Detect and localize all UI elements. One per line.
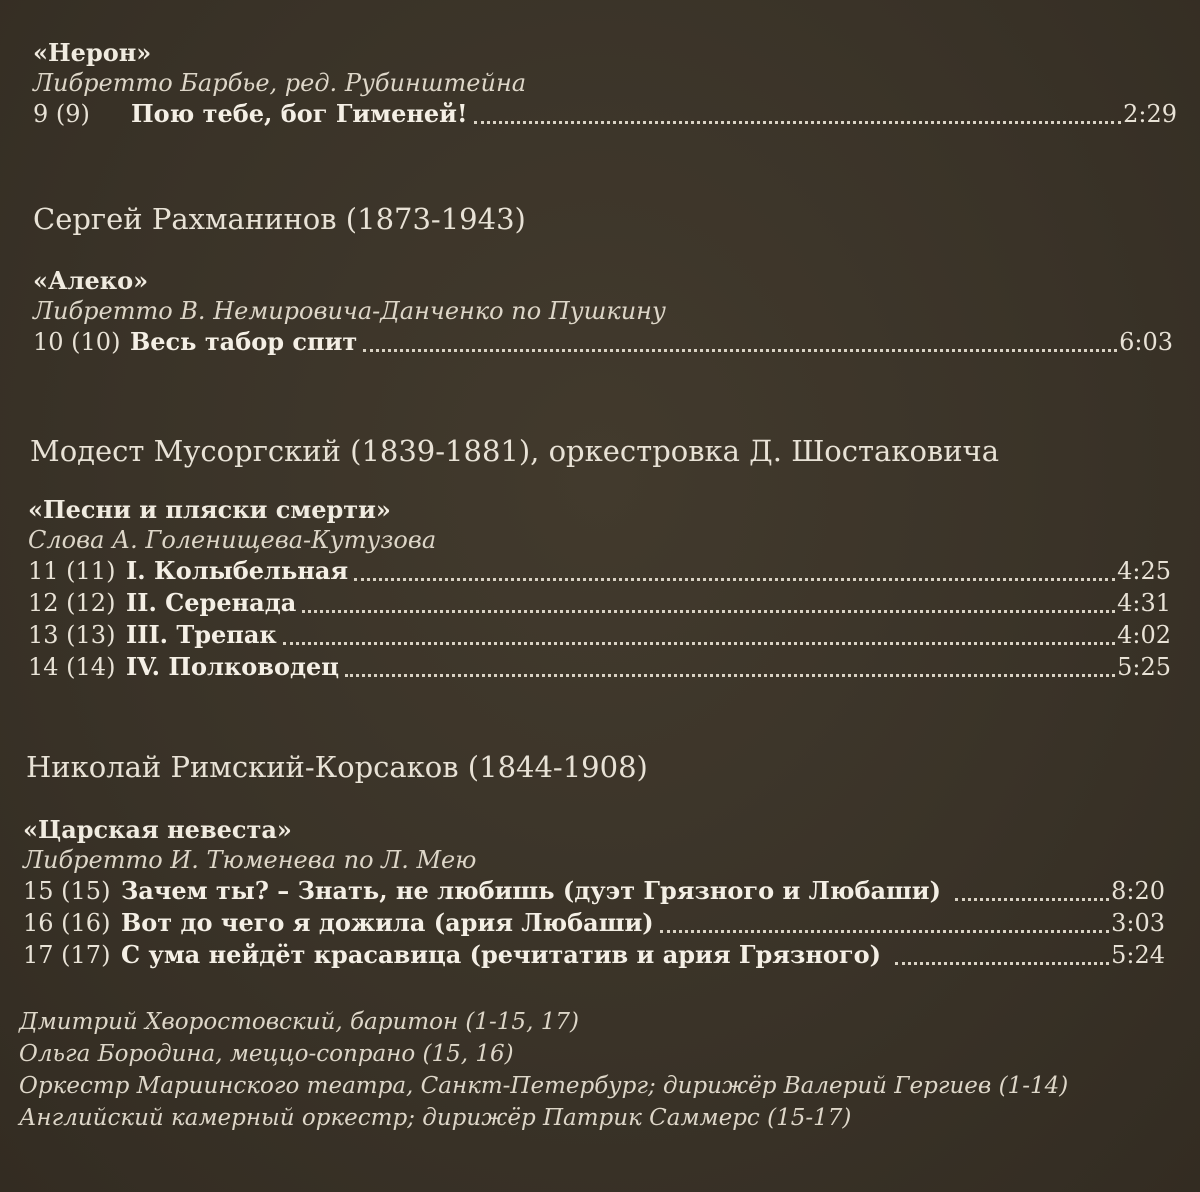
track-title: С ума нейдёт красавица (речитатив и ария Грязного) — [121, 940, 881, 969]
track-number: 17 (17) — [23, 941, 111, 969]
dot-leader — [345, 670, 1115, 677]
track-duration: 2:29 — [1123, 100, 1177, 128]
section-tsars-bride — [23, 815, 1183, 971]
dot-leader — [283, 638, 1115, 645]
track-number: 9 (9) — [33, 100, 90, 128]
dot-leader — [895, 958, 1109, 965]
dot-leader — [363, 345, 1117, 352]
track-row — [23, 875, 1165, 907]
dot-leader — [660, 926, 1109, 933]
dot-leader — [474, 117, 1122, 124]
track-number: 12 (12) — [28, 589, 116, 617]
track-number: 11 (11) — [28, 557, 116, 585]
librettist-tsars-bride: Либретто И. Тюменева по Л. Мею — [23, 846, 477, 874]
credit-line: Английский камерный оркестр; дирижёр Патрик Саммерс (15-17) — [19, 1105, 852, 1131]
track-duration: 5:25 — [1117, 653, 1171, 681]
composer-mussorgsky: Модест Мусоргский (1839-1881), оркестровка Д. Шостаковича — [30, 434, 1000, 468]
track-row — [28, 555, 1171, 587]
credit-line: Оркестр Мариинского театра, Санкт-Петербург; дирижёр Валерий Гергиев (1-14) — [19, 1073, 1069, 1099]
dot-leader — [302, 606, 1115, 613]
credit-line: Ольга Бородина, меццо-сопрано (15, 16) — [19, 1041, 514, 1067]
composer-rimsky-korsakov: Николай Римский-Корсаков (1844-1908) — [26, 750, 648, 784]
track-row — [28, 651, 1171, 683]
track-duration: 4:31 — [1117, 589, 1171, 617]
section-nero — [33, 38, 1193, 130]
track-duration: 4:25 — [1117, 557, 1171, 585]
track-row — [28, 619, 1171, 651]
composer-rachmaninov: Сергей Рахманинов (1873-1943) — [33, 202, 526, 236]
track-row — [23, 907, 1165, 939]
section-songs — [28, 495, 1188, 683]
track-duration: 8:20 — [1111, 877, 1165, 905]
track-title: Зачем ты? – Знать, не любишь (дуэт Грязного и Любаши) — [121, 876, 941, 905]
track-row — [23, 939, 1165, 971]
track-number: 14 (14) — [28, 653, 116, 681]
track-title: Вот до чего я дожила (ария Любаши) — [121, 908, 654, 937]
track-number: 16 (16) — [23, 909, 111, 937]
track-number: 10 (10) — [33, 328, 121, 356]
dot-leader — [354, 574, 1115, 581]
track-duration: 6:03 — [1119, 328, 1173, 356]
track-row — [33, 98, 1177, 130]
track-duration: 4:02 — [1117, 621, 1171, 649]
track-title: II. Серенада — [126, 588, 297, 617]
track-title: Весь табор спит — [130, 327, 358, 356]
track-duration: 3:03 — [1111, 909, 1165, 937]
librettist-nero: Либретто Барбье, ред. Рубинштейна — [33, 69, 527, 97]
opera-title-tsars-bride: «Царская невеста» — [23, 815, 292, 844]
dot-leader — [955, 894, 1109, 901]
opera-title-songs: «Песни и пляски смерти» — [28, 495, 391, 524]
track-number: 15 (15) — [23, 877, 111, 905]
opera-title-nero: «Нерон» — [33, 38, 152, 67]
credit-line: Дмитрий Хворостовский, баритон (1-15, 17) — [19, 1009, 579, 1035]
track-row — [33, 326, 1173, 358]
track-duration: 5:24 — [1111, 941, 1165, 969]
track-title: III. Трепак — [126, 620, 277, 649]
track-title: Пою тебе, бог Гименей! — [131, 99, 468, 128]
track-number: 13 (13) — [28, 621, 116, 649]
librettist-songs: Слова А. Голенищева-Кутузова — [28, 526, 437, 554]
performer-credits — [19, 1006, 1068, 1134]
track-row — [28, 587, 1171, 619]
track-title: I. Колыбельная — [126, 556, 349, 585]
track-title: IV. Полководец — [126, 652, 339, 681]
librettist-aleko: Либретто В. Немировича-Данченко по Пушкину — [33, 297, 666, 325]
opera-title-aleko: «Алеко» — [33, 266, 149, 295]
section-aleko — [33, 266, 1193, 358]
